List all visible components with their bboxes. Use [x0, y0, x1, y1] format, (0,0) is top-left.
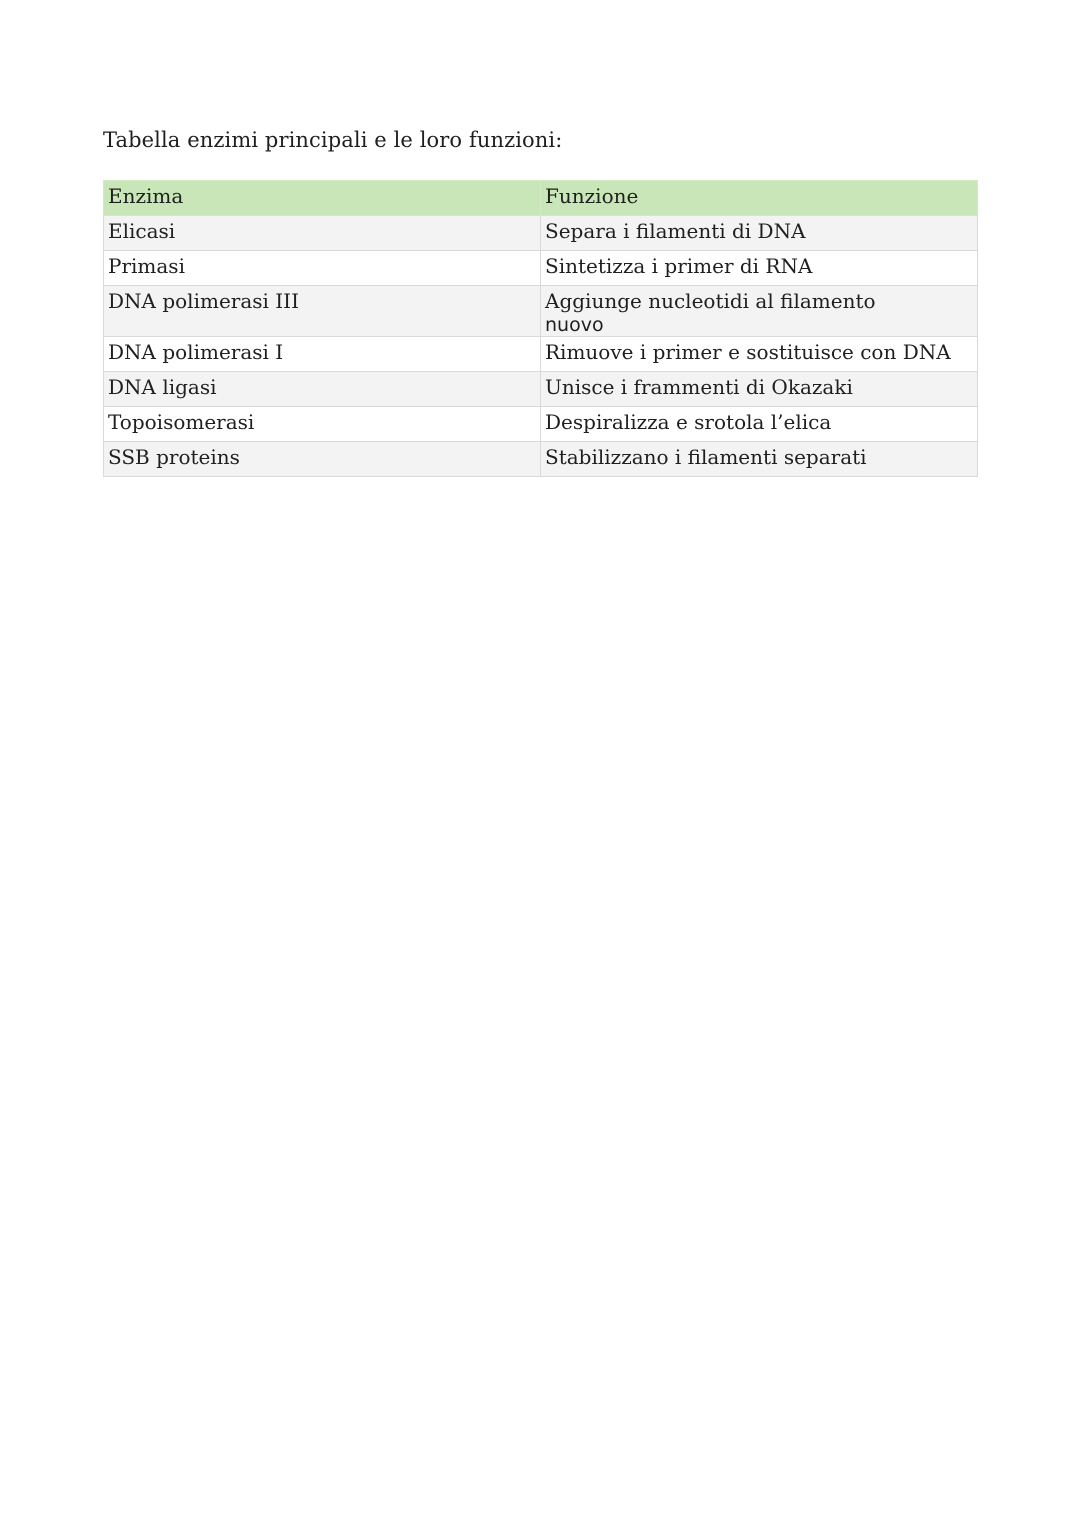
- enzyme-cell: Elicasi: [104, 216, 541, 251]
- table-row: [104, 216, 978, 251]
- enzyme-cell: DNA polimerasi I: [104, 337, 541, 372]
- function-cell: Rimuove i primer e sostituisce con DNA: [541, 337, 978, 372]
- table-row: [104, 251, 978, 286]
- header-funzione: Funzione: [541, 181, 978, 216]
- table-row: [104, 337, 978, 372]
- table-row: [104, 442, 978, 477]
- table-row: [104, 286, 978, 337]
- enzyme-cell: SSB proteins: [104, 442, 541, 477]
- function-cell: Sintetizza i primer di RNA: [541, 251, 978, 286]
- function-cell: [541, 286, 978, 337]
- table-row: [104, 407, 978, 442]
- header-enzima: Enzima: [104, 181, 541, 216]
- page-title: Tabella enzimi principali e le loro funzioni:: [103, 128, 563, 152]
- function-cell: Separa i filamenti di DNA: [541, 216, 978, 251]
- enzyme-cell: Topoisomerasi: [104, 407, 541, 442]
- function-cell: Unisce i frammenti di Okazaki: [541, 372, 978, 407]
- enzyme-cell: DNA polimerasi III: [104, 286, 541, 337]
- enzyme-cell: DNA ligasi: [104, 372, 541, 407]
- enzyme-cell: Primasi: [104, 251, 541, 286]
- enzyme-table: [103, 180, 978, 477]
- function-text: Aggiunge nucleotidi al filamento: [545, 289, 876, 313]
- function-cell: Stabilizzano i filamenti separati: [541, 442, 978, 477]
- table-row: [104, 372, 978, 407]
- function-text-continuation: nuovo: [545, 314, 604, 336]
- function-cell: Despiralizza e srotola l’elica: [541, 407, 978, 442]
- table-header-row: [104, 181, 978, 216]
